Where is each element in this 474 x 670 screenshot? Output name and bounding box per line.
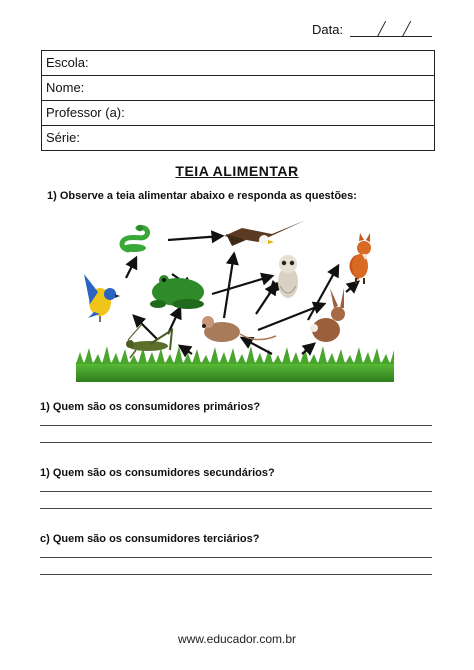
frog-image [150, 275, 204, 309]
school-field[interactable]: Escola: [42, 51, 434, 76]
date-field[interactable] [350, 36, 432, 37]
rabbit-image [310, 288, 345, 342]
question-tertiary-consumers: c) Quem são os consumidores terciários? [40, 533, 260, 545]
instruction-text: 1) Observe a teia alimentar abaixo e responda as questões: [47, 190, 357, 202]
grass-image [76, 346, 394, 382]
answer-line[interactable] [40, 508, 432, 509]
page-title: TEIA ALIMENTAR [175, 163, 299, 179]
student-info-table [41, 50, 435, 151]
question-secondary-consumers: 1) Quem são os consumidores secundários? [40, 467, 275, 479]
owl-image [278, 255, 298, 298]
date-separator [402, 21, 411, 37]
food-web-illustration [76, 214, 394, 382]
answer-line[interactable] [40, 491, 432, 492]
question-primary-consumers: 1) Quem são os consumidores primários? [40, 401, 261, 413]
answer-line[interactable] [40, 557, 432, 558]
answer-line[interactable] [40, 425, 432, 426]
grasshopper-image [126, 324, 172, 358]
snake-image [122, 225, 148, 252]
answer-line[interactable] [40, 442, 432, 443]
footer-website: www.educador.com.br [177, 632, 297, 646]
answer-line[interactable] [40, 574, 432, 575]
bird-image [84, 274, 120, 322]
teacher-field[interactable]: Professor (a): [42, 101, 434, 126]
eagle-image [224, 220, 306, 246]
date-separator [377, 21, 386, 37]
mouse-image [202, 316, 276, 342]
name-field[interactable]: Nome: [42, 76, 434, 101]
grade-field[interactable]: Série: [46, 130, 80, 145]
fox-image [349, 233, 371, 284]
date-label: Data: [312, 22, 344, 37]
